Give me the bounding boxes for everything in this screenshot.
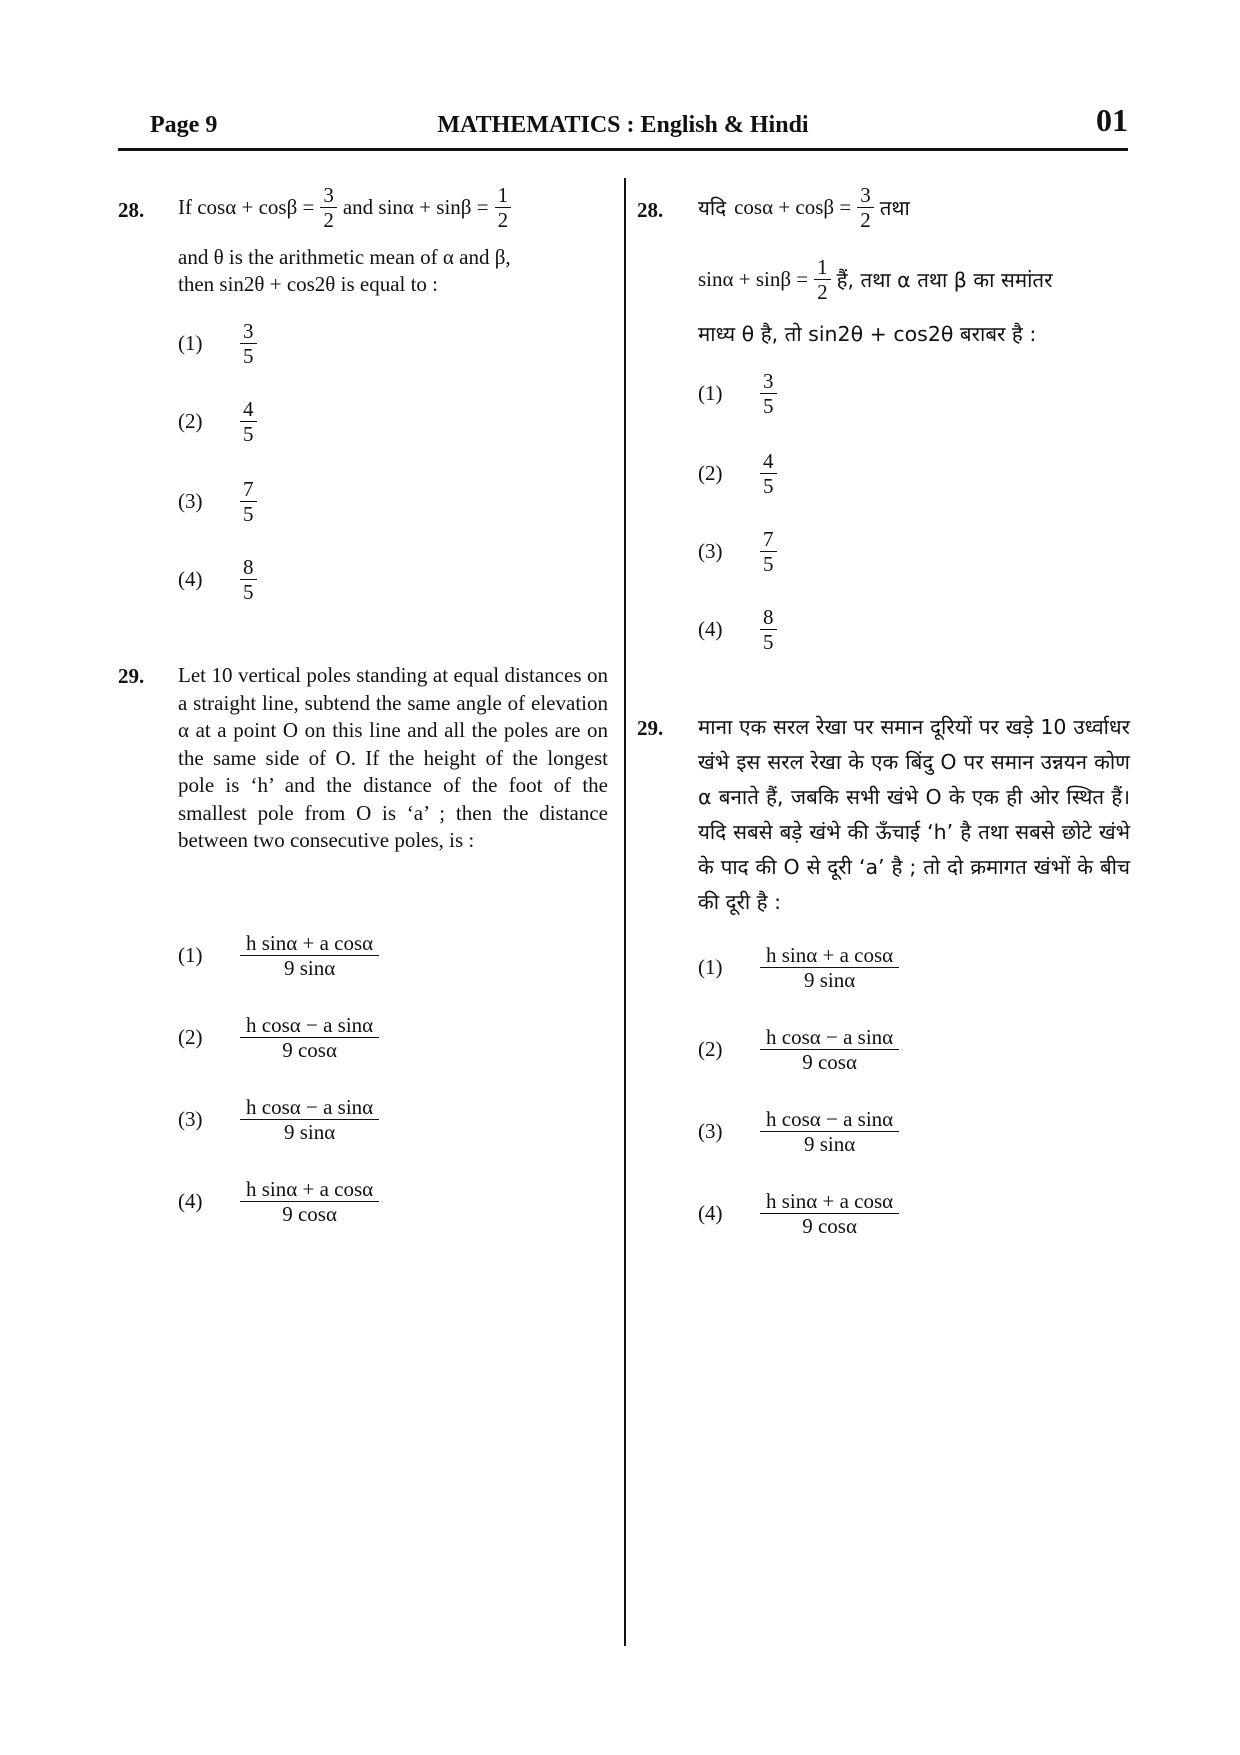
expr: sinα + sinβ = [698,267,809,291]
page-title: MATHEMATICS : English & Hindi [437,112,809,138]
denominator: 2 [497,208,509,232]
denominator: 9 sinα [283,956,336,980]
numerator: 4 [240,398,257,422]
fraction [760,606,777,653]
option-1 [698,370,777,417]
option-label: (2) [698,461,723,485]
option-label: (4) [698,617,723,641]
numerator: 8 [760,606,777,630]
question-text-line: then sin2θ + cos2θ is equal to : [178,272,439,296]
numerator: 8 [240,556,257,580]
numerator: 1 [495,184,512,208]
option-label: (1) [178,331,203,355]
denominator: 5 [243,502,254,526]
fraction [760,1026,899,1073]
question-text-line: and θ is the arithmetic mean of α and β, [178,245,511,269]
option-label: (1) [698,381,723,405]
option-label: (2) [178,1025,203,1049]
numerator: 3 [320,184,337,208]
numerator: 3 [857,184,874,208]
option-4 [698,606,777,653]
question-text: माना एक सरल रेखा पर समान दूरियों पर खड़े 10 उर्ध्वाधर खंभे इस सरल रेखा के एक बिंदु O पर समान उन्नयन कोण α बनाते हैं, जबकि सभी खंभे O के एक ही ओर स्थित हैं। यदि सबसे बड़े खंभे की ऊँचाई ‘h’ है तथा सबसे छोटे खंभे के पाद की O से दूरी ‘a’ है ; तो दो क्रमागत खंभों के बीच की दूरी है : [698,715,1130,914]
fraction [760,528,777,575]
option-2 [698,450,777,497]
denominator: 5 [763,552,774,576]
option-label: (4) [698,1201,723,1225]
option-4 [698,1190,899,1237]
fraction [240,398,257,445]
option-4 [178,556,257,603]
hindi-text: हैं, तथा α तथा β का समांतर [836,267,1053,292]
numerator: h sinα + a cosα [240,1178,379,1202]
option-label: (3) [698,539,723,563]
option-label: (3) [698,1119,723,1143]
numerator: 3 [760,370,777,394]
option-1 [698,944,899,991]
page-number: Page 9 [150,112,218,138]
option-1 [178,932,379,979]
numerator: 1 [814,256,831,280]
option-3 [178,478,257,525]
question-number: 29. [118,664,145,688]
paper-code: 01 [1096,102,1128,138]
question-text-line [698,184,910,231]
denominator: 2 [860,208,871,232]
option-3 [178,1096,379,1143]
column-divider [624,178,626,1646]
option-label: (3) [178,1107,203,1131]
option-3 [698,528,777,575]
option-4 [178,1178,379,1225]
option-2 [178,1014,379,1061]
numerator: 7 [240,478,257,502]
denominator: 9 cosα [282,1038,337,1062]
denominator: 9 sinα [803,968,856,992]
fraction [814,256,831,303]
hindi-text: यदि [698,195,727,220]
question-text-line: माध्य θ है, तो sin2θ + cos2θ बराबर है : [698,322,1037,346]
fraction [495,184,512,231]
denominator: 5 [763,630,774,654]
expr: cosα + cosβ = [734,195,852,219]
fraction [240,1014,379,1061]
denominator: 2 [817,280,828,304]
numerator: 7 [760,528,777,552]
option-label: (2) [698,1037,723,1061]
question-text-line [178,184,517,231]
question-number: 28. [637,198,664,222]
denominator: 5 [243,344,254,368]
option-2 [178,398,257,445]
fraction [760,450,777,497]
numerator: h sinα + a cosα [240,932,379,956]
denominator: 5 [243,580,254,604]
denominator: 2 [323,208,334,232]
denominator: 9 cosα [802,1214,857,1238]
option-3 [698,1108,899,1155]
numerator: h sinα + a cosα [760,944,899,968]
option-label: (4) [178,1189,203,1213]
numerator: h cosα − a sinα [760,1108,899,1132]
expr: and sinα + sinβ = [342,195,489,219]
fraction [240,932,379,979]
fraction [320,184,337,231]
option-label: (2) [178,409,203,433]
denominator: 9 sinα [803,1132,856,1156]
option-label: (3) [178,489,203,513]
numerator: h sinα + a cosα [760,1190,899,1214]
option-label: (1) [178,943,203,967]
option-label: (4) [178,567,203,591]
fraction [857,184,874,231]
fraction [240,1096,379,1143]
question-number: 28. [118,198,145,222]
fraction [240,478,257,525]
fraction [760,1108,899,1155]
question-text: Let 10 vertical poles standing at equal distances on a straight line, subtend the same angle of elevation α at a point O on this line and all the poles are on the same side of O. If the height of the longest pole is ‘h’ and the distance of the foot of the smallest pole from O is ‘a’ ; then the distance between two consecutive poles, is : [178,663,608,852]
denominator: 5 [243,422,254,446]
option-1 [178,320,257,367]
fraction [760,944,899,991]
numerator: 3 [240,320,257,344]
numerator: h cosα − a sinα [240,1014,379,1038]
fraction [760,1190,899,1237]
denominator: 9 cosα [282,1202,337,1226]
option-label: (1) [698,955,723,979]
fraction [240,556,257,603]
denominator: 9 cosα [802,1050,857,1074]
denominator: 5 [763,474,774,498]
expr: If cosα + cosβ = [178,195,315,219]
numerator: 4 [760,450,777,474]
denominator: 5 [763,394,774,418]
page-header [118,102,1128,151]
fraction [240,1178,379,1225]
question-text-line [698,256,1052,303]
denominator: 9 sinα [283,1120,336,1144]
numerator: h cosα − a sinα [240,1096,379,1120]
option-2 [698,1026,899,1073]
hindi-text: तथा [879,195,910,220]
question-number: 29. [637,716,664,740]
fraction [240,320,257,367]
numerator: h cosα − a sinα [760,1026,899,1050]
fraction [760,370,777,417]
